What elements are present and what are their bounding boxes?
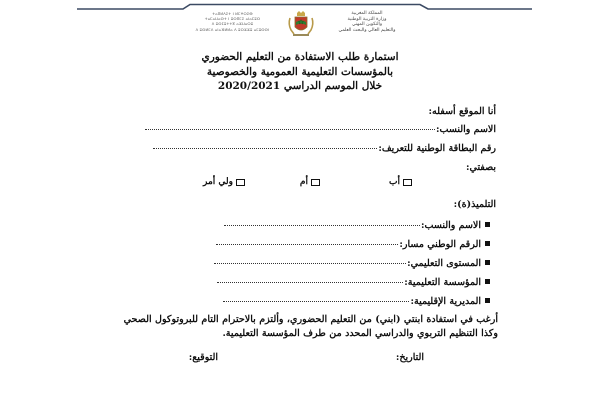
bullet-icon [485, 260, 490, 265]
student-massar-label: الرقم الوطني مسار: [399, 239, 481, 250]
declaration-line: وكذا التنظيم التربوي والدراسي المحدد من طرف المؤسسة التعليمية. [222, 328, 498, 339]
checkbox-icon[interactable] [311, 179, 320, 186]
parent-cin-row [153, 143, 496, 154]
ministry-name-tifinagh [185, 12, 280, 33]
option-label: ولي أمر [202, 177, 233, 187]
capacity-option-mother[interactable] [300, 177, 320, 187]
ministry-tifinagh-line: ⴷ ⵓⵙⵎⵓⵜⵜⴳ ⴰⵣⵡⴰⵔⵓ [211, 22, 254, 27]
parent-name-label: الاسم والنسب: [436, 124, 496, 135]
morocco-coat-of-arms-icon [286, 10, 316, 38]
parent-cin-field[interactable] [153, 147, 377, 149]
option-label: أب [389, 177, 400, 187]
title-line: استمارة طلب الاستفادة من التعليم الحضوري [201, 51, 399, 63]
ministry-arabic-line: والتعليم العالي والبحث العلمي [338, 27, 396, 33]
bullet-icon [485, 298, 490, 303]
ministry-tifinagh-line: ⵜⴰⵎⴰⵡⴰⵙⵜ ⵏ ⵓⵙⴳⵎⵉ ⴰⵏⴰⵎⵓⵔ [204, 17, 261, 22]
checkbox-icon[interactable] [236, 179, 245, 186]
student-directorate-label: المديرية الإقليمية: [410, 296, 481, 307]
bullet-icon [485, 222, 490, 227]
student-field-row [216, 239, 490, 250]
capacity-option-guardian[interactable] [203, 177, 245, 187]
undersigned-label: أنا الموقع أسفله: [428, 106, 496, 117]
student-school-field[interactable] [217, 281, 403, 283]
student-field-row [214, 258, 490, 269]
ministry-name-arabic [322, 11, 412, 33]
ministry-arabic-line: المملكة المغربية [351, 11, 383, 16]
signature-label: التوقيع: [188, 352, 218, 363]
student-level-label: المستوى التعليمي: [407, 258, 481, 269]
parent-name-field[interactable] [145, 128, 435, 130]
capacity-option-father[interactable] [389, 177, 412, 187]
student-directorate-field[interactable] [223, 300, 409, 302]
form-title [150, 50, 450, 94]
ministry-arabic-line: وزارة التربية الوطنية [347, 16, 387, 22]
ministry-tifinagh-line: ⵜⴰⴳⵍⴷⵉⵜ ⵏ ⵍⵎⵖⵔⵉⴱ [212, 12, 253, 16]
bullet-icon [485, 241, 490, 246]
student-level-field[interactable] [214, 262, 406, 264]
ministry-tifinagh-line: ⴷ ⵓⵙⵍⵎⴷ ⴰⵏⴰⴼⵍⵍⴰ ⴷ ⵓⵔⵣⵣⵓ ⴰⵎⵓⵙⵙⵏ [195, 27, 270, 32]
date-label: التاريخ: [395, 352, 424, 363]
capacity-row [466, 162, 496, 173]
student-heading [454, 199, 496, 210]
student-field-row [224, 220, 490, 231]
checkbox-icon[interactable] [403, 179, 412, 186]
title-line: خلال الموسم الدراسي 2020/2021 [217, 80, 383, 92]
student-heading-label: التلميذ(ة): [453, 199, 496, 210]
parent-name-row [145, 124, 496, 135]
student-massar-field[interactable] [216, 243, 398, 245]
capacity-label: بصفتي: [466, 162, 496, 173]
ministry-arabic-line: والتكوين المهني [351, 22, 383, 28]
student-name-field[interactable] [224, 224, 420, 226]
declaration-paragraph [100, 313, 498, 341]
student-name-label: الاسم والنسب: [421, 220, 481, 231]
undersigned-intro [429, 106, 496, 117]
declaration-line: أرغب في استفادة ابنتي (ابني) من التعليم الحضوري، وألتزم بالاحترام التام للبروتوكول الصحي [123, 314, 498, 325]
student-field-row [217, 277, 490, 288]
bullet-icon [485, 279, 490, 284]
parent-cin-label: رقم البطاقة الوطنية للتعريف: [378, 143, 496, 154]
student-school-label: المؤسسة التعليمية: [404, 277, 481, 288]
capacity-options [200, 177, 460, 191]
option-label: أم [299, 177, 308, 187]
title-line: بالمؤسسات التعليمية العمومية والخصوصية [206, 65, 394, 78]
student-field-row [223, 296, 490, 307]
